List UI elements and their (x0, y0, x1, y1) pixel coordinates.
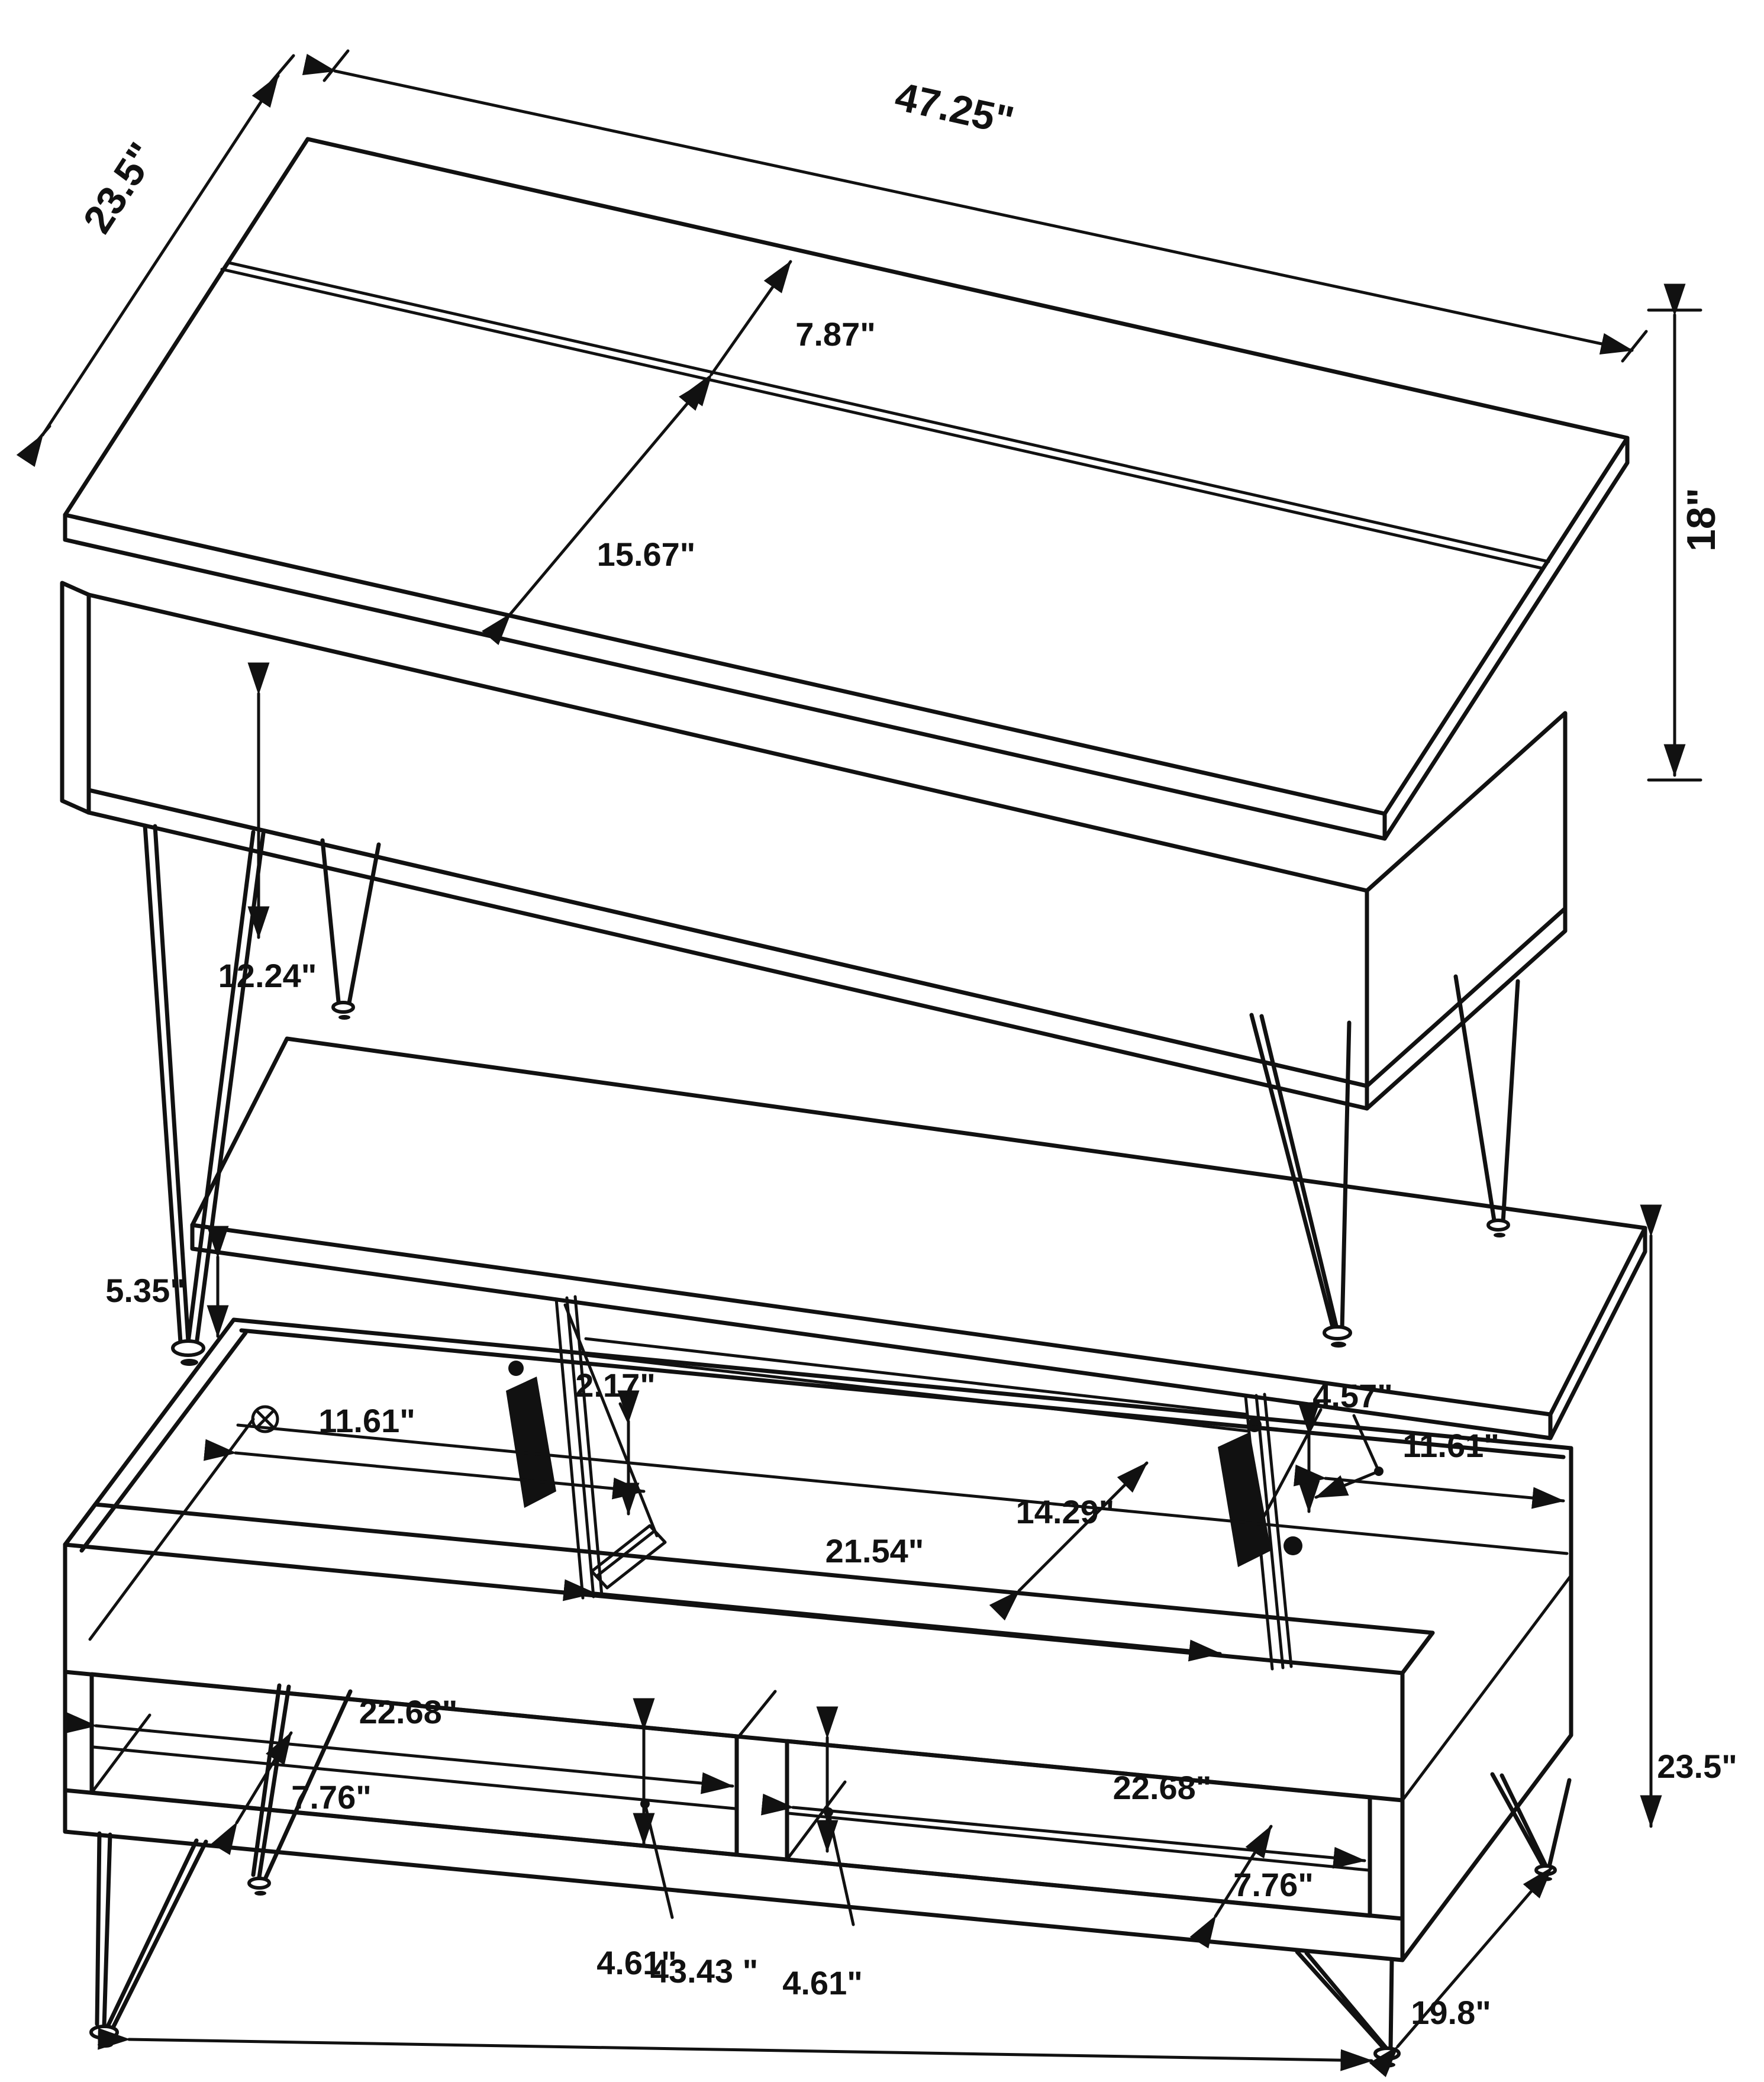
dim-label-mech-offset: 2.17" (575, 1366, 656, 1404)
leader-line (645, 1804, 672, 1917)
dim-shelf-left-height (596, 1729, 677, 1981)
dim-label-well-front: 21.54" (825, 1532, 924, 1569)
dimension-line (510, 380, 707, 614)
leg-foot-pad (338, 1015, 350, 1020)
leader-dot (640, 1799, 650, 1809)
leg-foot (1488, 1220, 1508, 1230)
box-front-face (89, 595, 1367, 1086)
dim-depth (24, 56, 294, 457)
box-right-rim (1367, 908, 1565, 1108)
box-right-side (1402, 1448, 1571, 1960)
dimension-line (129, 2039, 1372, 2061)
dim-label-well-depth: 14.29" (1015, 1493, 1115, 1530)
leg-prong (323, 840, 379, 1003)
leg-foot-pad (180, 1359, 198, 1366)
leg-foot-pad (1331, 1342, 1346, 1348)
dim-base-depth (1398, 1868, 1552, 2046)
screw-cross (257, 1411, 273, 1427)
leg-foot (1375, 2048, 1399, 2059)
leg-foot-pad (1381, 2062, 1395, 2068)
dimension-line (1326, 1478, 1563, 1501)
dim-label-well-left: 11.61" (318, 1402, 415, 1439)
dimension-tick (1623, 331, 1646, 361)
leg-prong (1297, 1952, 1392, 2049)
box-left-sliver (62, 583, 89, 813)
dim-height (1649, 310, 1724, 780)
lift-mechanism-right (1218, 1394, 1321, 1669)
dim-label-base-width: 43.43 " (650, 1952, 759, 1990)
leg-foot-pad (254, 1891, 266, 1896)
dim-label-lift-height: 5.35" (105, 1272, 186, 1309)
leg-foot-pad (1494, 1233, 1505, 1237)
leg-prong (145, 826, 263, 1345)
open-view (65, 1039, 1737, 2068)
leader-dot (824, 1807, 833, 1817)
dim-well-depth (1016, 1463, 1147, 1591)
dimension-tick (267, 56, 294, 86)
dim-label-shelf-left-width: 22.68" (359, 1693, 458, 1730)
tabletop-front-edge (65, 515, 1385, 839)
leg-foot (173, 1341, 204, 1355)
front-band-top-face (65, 1504, 1433, 1673)
dim-label-shelf-left-depth: 7.76" (291, 1778, 372, 1816)
dim-label-height: 18" (1679, 488, 1724, 552)
box-bottom-rim (89, 790, 1367, 1108)
lift-knob (1284, 1536, 1302, 1555)
lift-lever (506, 1377, 556, 1508)
dim-shelf-right-height (782, 1738, 863, 2002)
dim-label-shelf-right-depth: 7.76" (1233, 1866, 1314, 1903)
dimension-line (793, 1807, 1365, 1861)
dim-label-top-back-section: 7.87" (795, 315, 876, 353)
dim-label-shelf-right-height: 4.61" (782, 1964, 863, 2002)
leg-front-right-open (1297, 1952, 1399, 2068)
dim-label-width: 47.25" (891, 73, 1018, 144)
dim-label-base-depth: 19.8" (1411, 1994, 1491, 2031)
dim-label-depth: 23.5" (75, 134, 166, 241)
shelf-right-floor (787, 1782, 1368, 1870)
tabletop-top-face (65, 139, 1627, 814)
leg-prong (1456, 976, 1518, 1222)
leg-front-left-open (91, 1833, 206, 2048)
leader-dot (1374, 1467, 1384, 1476)
leader-line (620, 1404, 628, 1422)
dim-label-top-front-section: 15.67" (596, 536, 696, 573)
leg-foot (91, 2026, 117, 2038)
dim-mech-height (1309, 1377, 1393, 1511)
dim-label-leg-clearance: 12.24" (218, 957, 317, 994)
shelf-divider (738, 1691, 775, 1738)
dim-top-front-section (510, 380, 707, 614)
leg-foot (333, 1003, 353, 1012)
leg-foot (249, 1878, 269, 1888)
front-band-face (65, 1545, 1402, 1800)
leg-prong (97, 1833, 206, 2029)
dimension-line (711, 262, 791, 375)
dim-label-shelf-left-height: 4.61" (596, 1944, 677, 1981)
lift-top-seam (222, 263, 1549, 568)
well-left-wall-bottom (90, 1419, 253, 1639)
dim-total-height (1651, 1236, 1737, 1826)
dimension-tick (324, 51, 348, 80)
dim-base-width (129, 1952, 1372, 2061)
closed-view (24, 51, 1724, 1366)
dim-label-shelf-right-width: 22.68" (1112, 1769, 1212, 1806)
dimension-line (43, 76, 278, 435)
shelf-frame-face (65, 1672, 1402, 1960)
dim-label-total-height: 23.5" (1657, 1748, 1737, 1785)
dimension-tick (24, 426, 50, 457)
dim-top-back-section (711, 262, 876, 375)
dim-label-mech-height: 4.57" (1312, 1377, 1393, 1414)
dim-shelf-left-width (96, 1693, 733, 1786)
dim-width (324, 51, 1646, 361)
leg-foot (1324, 1327, 1350, 1339)
leg-back-right (1456, 976, 1518, 1237)
dim-shelf-right-width (793, 1769, 1365, 1861)
dim-label-well-right: 11.61" (1402, 1427, 1499, 1464)
hinge-bolt (508, 1361, 524, 1376)
dim-well-front (595, 1532, 1220, 1654)
leg-foot-pad (98, 2042, 113, 2048)
lift-panel-top-face (192, 1039, 1645, 1414)
